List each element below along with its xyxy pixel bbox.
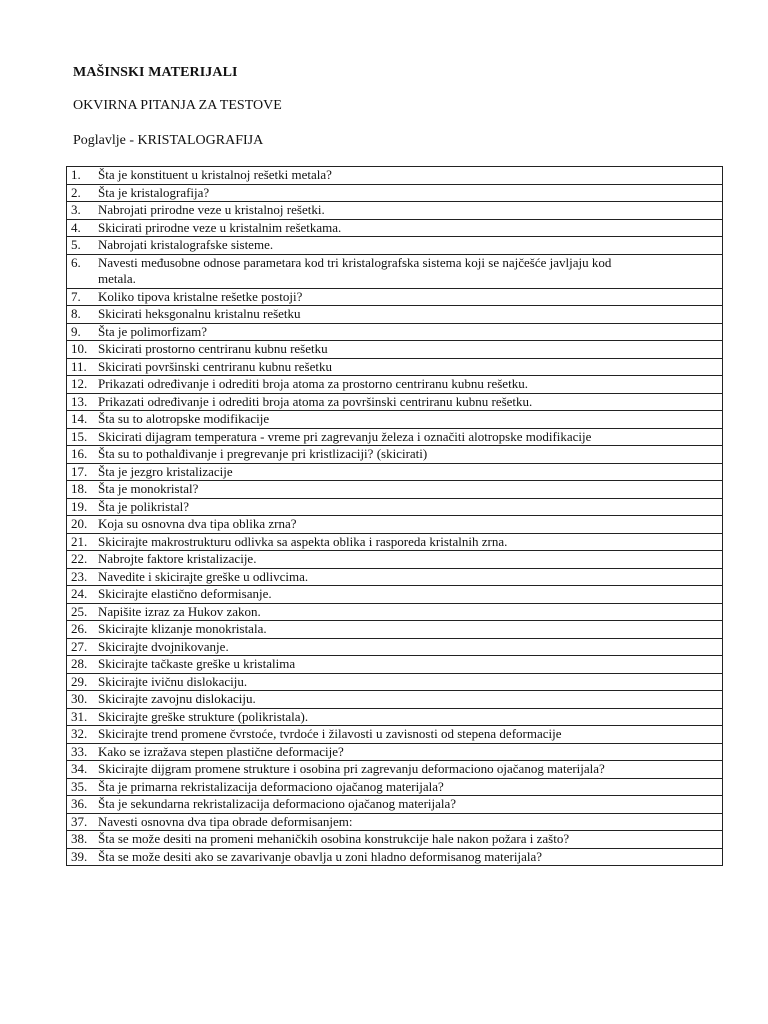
question-text: Kako se izražava stepen plastične deformacije? bbox=[98, 743, 344, 759]
question-row bbox=[67, 831, 723, 849]
question-cell bbox=[67, 586, 723, 604]
question-cell bbox=[67, 568, 723, 586]
question-cell bbox=[67, 237, 723, 255]
question-row bbox=[67, 726, 723, 744]
question-text: Skicirajte trend promene čvrstoće, tvrdoće i žilavosti u zavisnosti od stepena deformacije bbox=[98, 726, 562, 741]
question-row bbox=[67, 603, 723, 621]
question-row bbox=[67, 411, 723, 429]
question-cell bbox=[67, 726, 723, 744]
question-number: 6. bbox=[71, 254, 81, 270]
question-row bbox=[67, 254, 723, 288]
question-text: Nabrojati kristalografske sisteme. bbox=[98, 237, 274, 252]
question-text: Skicirajte elastično deformisanje. bbox=[98, 586, 272, 601]
question-text: Skicirajte makrostrukturu odlivka sa aspekta oblika i rasporeda kristalnih zrna. bbox=[98, 533, 508, 549]
question-cell bbox=[67, 796, 723, 814]
question-text: Šta su to pothalđivanje i pregrevanje pri kristlizaciji? (skicirati) bbox=[98, 446, 428, 461]
question-row bbox=[67, 761, 723, 779]
question-text: Nabrojte faktore kristalizacije. bbox=[98, 551, 257, 566]
question-cell bbox=[67, 691, 723, 709]
question-cell bbox=[67, 551, 723, 569]
question-number: 28. bbox=[71, 656, 88, 671]
question-number: 39. bbox=[71, 848, 88, 864]
question-number: 33. bbox=[71, 743, 88, 759]
question-cell bbox=[67, 656, 723, 674]
question-row bbox=[67, 568, 723, 586]
question-cell bbox=[67, 708, 723, 726]
question-text: Šta je polimorfizam? bbox=[98, 323, 208, 339]
question-number: 34. bbox=[71, 761, 88, 776]
question-row bbox=[67, 446, 723, 464]
question-text: Koliko tipova kristalne rešetke postoji? bbox=[98, 288, 303, 304]
question-cell bbox=[67, 184, 723, 202]
question-text: Napišite izraz za Hukov zakon. bbox=[98, 603, 261, 619]
question-number: 19. bbox=[71, 498, 88, 514]
question-number: 38. bbox=[71, 831, 88, 846]
question-text: Šta je kristalografija? bbox=[98, 184, 210, 200]
question-text: Skicirajte klizanje monokristala. bbox=[98, 621, 267, 636]
question-text-continuation: metala. bbox=[98, 271, 136, 286]
question-text: Skicirati prirodne veze u kristalnim rešetkama. bbox=[98, 219, 342, 235]
question-text: Skicirajte zavojnu dislokaciju. bbox=[98, 691, 256, 706]
question-row bbox=[67, 376, 723, 394]
question-number: 5. bbox=[71, 237, 81, 252]
question-row bbox=[67, 638, 723, 656]
question-number: 27. bbox=[71, 638, 88, 654]
question-text: Nabrojati prirodne veze u kristalnoj rešetki. bbox=[98, 202, 325, 217]
chapter-heading: Poglavlje - KRISTALOGRAFIJA bbox=[73, 133, 264, 148]
question-row bbox=[67, 393, 723, 411]
question-cell bbox=[67, 288, 723, 306]
question-text: Skicirajte ivičnu dislokaciju. bbox=[98, 673, 248, 689]
question-number: 21. bbox=[71, 533, 88, 549]
question-row bbox=[67, 551, 723, 569]
question-number: 26. bbox=[71, 621, 88, 636]
question-row bbox=[67, 184, 723, 202]
question-text: Šta je sekundarna rekristalizacija deformaciono ojačanog materijala? bbox=[98, 796, 457, 811]
question-cell bbox=[67, 533, 723, 551]
question-number: 24. bbox=[71, 586, 88, 601]
question-number: 11. bbox=[71, 358, 87, 374]
question-row bbox=[67, 796, 723, 814]
question-row bbox=[67, 481, 723, 499]
question-number: 10. bbox=[71, 341, 88, 356]
question-number: 2. bbox=[71, 184, 81, 200]
question-text: Navesti međusobne odnose parametara kod tri kristalografska sistema koji se najčešće javljaju kod bbox=[98, 254, 612, 270]
question-row bbox=[67, 708, 723, 726]
question-number: 22. bbox=[71, 551, 88, 566]
question-cell bbox=[67, 202, 723, 220]
questions-table bbox=[66, 166, 723, 866]
question-row bbox=[67, 358, 723, 376]
question-text: Koja su osnovna dva tipa oblika zrna? bbox=[98, 516, 297, 531]
question-number: 14. bbox=[71, 411, 88, 426]
question-number: 13. bbox=[71, 393, 88, 409]
question-cell bbox=[67, 167, 723, 185]
question-number: 30. bbox=[71, 691, 88, 706]
question-text: Skicirati površinski centriranu kubnu rešetku bbox=[98, 358, 332, 374]
question-cell bbox=[67, 411, 723, 429]
question-cell bbox=[67, 778, 723, 796]
question-row bbox=[67, 237, 723, 255]
question-number: 20. bbox=[71, 516, 88, 531]
question-text: Šta je monokristal? bbox=[98, 481, 199, 496]
question-cell bbox=[67, 446, 723, 464]
question-text: Šta se može desiti na promeni mehaničkih osobina konstrukcije hale nakon požara i zašto? bbox=[98, 831, 570, 846]
question-cell bbox=[67, 743, 723, 761]
question-row bbox=[67, 621, 723, 639]
question-cell bbox=[67, 428, 723, 446]
question-cell bbox=[67, 603, 723, 621]
question-text: Šta je konstituent u kristalnoj rešetki metala? bbox=[98, 167, 332, 182]
question-text: Skicirajte tačkaste greške u kristalima bbox=[98, 656, 296, 671]
question-cell bbox=[67, 219, 723, 237]
question-row bbox=[67, 202, 723, 220]
question-row bbox=[67, 341, 723, 359]
question-row bbox=[67, 743, 723, 761]
question-number: 18. bbox=[71, 481, 88, 496]
question-text: Šta se može desiti ako se zavarivanje obavlja u zoni hladno deformisanog materijala? bbox=[98, 848, 543, 864]
question-row bbox=[67, 656, 723, 674]
question-text: Šta je polikristal? bbox=[98, 498, 189, 514]
question-cell bbox=[67, 621, 723, 639]
question-number: 29. bbox=[71, 673, 88, 689]
question-row bbox=[67, 848, 723, 866]
question-number: 7. bbox=[71, 288, 81, 304]
question-text: Skicirajte dvojnikovanje. bbox=[98, 638, 229, 654]
document-subtitle: OKVIRNA PITANJA ZA TESTOVE bbox=[73, 98, 282, 113]
question-text: Skicirajte greške strukture (polikristala). bbox=[98, 708, 309, 724]
question-row bbox=[67, 463, 723, 481]
question-row bbox=[67, 288, 723, 306]
question-cell bbox=[67, 516, 723, 534]
question-row bbox=[67, 516, 723, 534]
question-text: Šta su to alotropske modifikacije bbox=[98, 411, 270, 426]
question-row bbox=[67, 691, 723, 709]
question-cell bbox=[67, 831, 723, 849]
question-cell bbox=[67, 376, 723, 394]
question-number: 35. bbox=[71, 778, 88, 794]
question-cell bbox=[67, 498, 723, 516]
question-text: Skicirajte dijgram promene strukture i osobina pri zagrevanju deformaciono ojačanog materijala? bbox=[98, 761, 605, 776]
question-text: Prikazati određivanje i odrediti broja atoma za površinski centriranu kubnu rešetku. bbox=[98, 393, 533, 409]
question-number: 32. bbox=[71, 726, 88, 741]
question-text: Navesti osnovna dva tipa obrade deformisanjem: bbox=[98, 813, 353, 829]
question-row bbox=[67, 428, 723, 446]
question-number: 9. bbox=[71, 323, 81, 339]
question-row bbox=[67, 219, 723, 237]
question-cell bbox=[67, 673, 723, 691]
question-text: Šta je jezgro kristalizacije bbox=[98, 463, 233, 479]
question-row bbox=[67, 586, 723, 604]
questions-table-body bbox=[67, 167, 723, 866]
question-cell bbox=[67, 813, 723, 831]
question-number: 3. bbox=[71, 202, 81, 217]
question-cell bbox=[67, 306, 723, 324]
question-text: Skicirati dijagram temperatura - vreme pri zagrevanju železa i označiti alotropske modifikacije bbox=[98, 428, 592, 444]
question-cell bbox=[67, 323, 723, 341]
question-number: 15. bbox=[71, 428, 88, 444]
question-text: Skicirati heksgonalnu kristalnu rešetku bbox=[98, 306, 301, 321]
question-row bbox=[67, 533, 723, 551]
question-text: Skicirati prostorno centriranu kubnu rešetku bbox=[98, 341, 328, 356]
question-row bbox=[67, 498, 723, 516]
question-row bbox=[67, 323, 723, 341]
question-cell bbox=[67, 638, 723, 656]
question-number: 4. bbox=[71, 219, 81, 235]
question-cell bbox=[67, 393, 723, 411]
question-cell bbox=[67, 481, 723, 499]
question-number: 36. bbox=[71, 796, 88, 811]
question-number: 12. bbox=[71, 376, 88, 391]
question-number: 37. bbox=[71, 813, 88, 829]
question-text: Navedite i skicirajte greške u odlivcima. bbox=[98, 568, 309, 584]
question-cell bbox=[67, 761, 723, 779]
question-number: 31. bbox=[71, 708, 88, 724]
question-number: 1. bbox=[71, 167, 81, 182]
question-row bbox=[67, 306, 723, 324]
question-row bbox=[67, 778, 723, 796]
document-title: MAŠINSKI MATERIJALI bbox=[73, 65, 238, 80]
question-number: 25. bbox=[71, 603, 88, 619]
question-text: Šta je primarna rekristalizacija deformaciono ojačanog materijala? bbox=[98, 778, 444, 794]
question-number: 16. bbox=[71, 446, 88, 461]
question-number: 17. bbox=[71, 463, 88, 479]
question-cell bbox=[67, 848, 723, 866]
question-row bbox=[67, 673, 723, 691]
question-cell bbox=[67, 358, 723, 376]
question-cell bbox=[67, 254, 723, 288]
question-number: 23. bbox=[71, 568, 88, 584]
question-cell bbox=[67, 463, 723, 481]
question-cell bbox=[67, 341, 723, 359]
question-text: Prikazati određivanje i odrediti broja atoma za prostorno centriranu kubnu rešetku. bbox=[98, 376, 528, 391]
question-row bbox=[67, 813, 723, 831]
question-number: 8. bbox=[71, 306, 81, 321]
question-row bbox=[67, 167, 723, 185]
